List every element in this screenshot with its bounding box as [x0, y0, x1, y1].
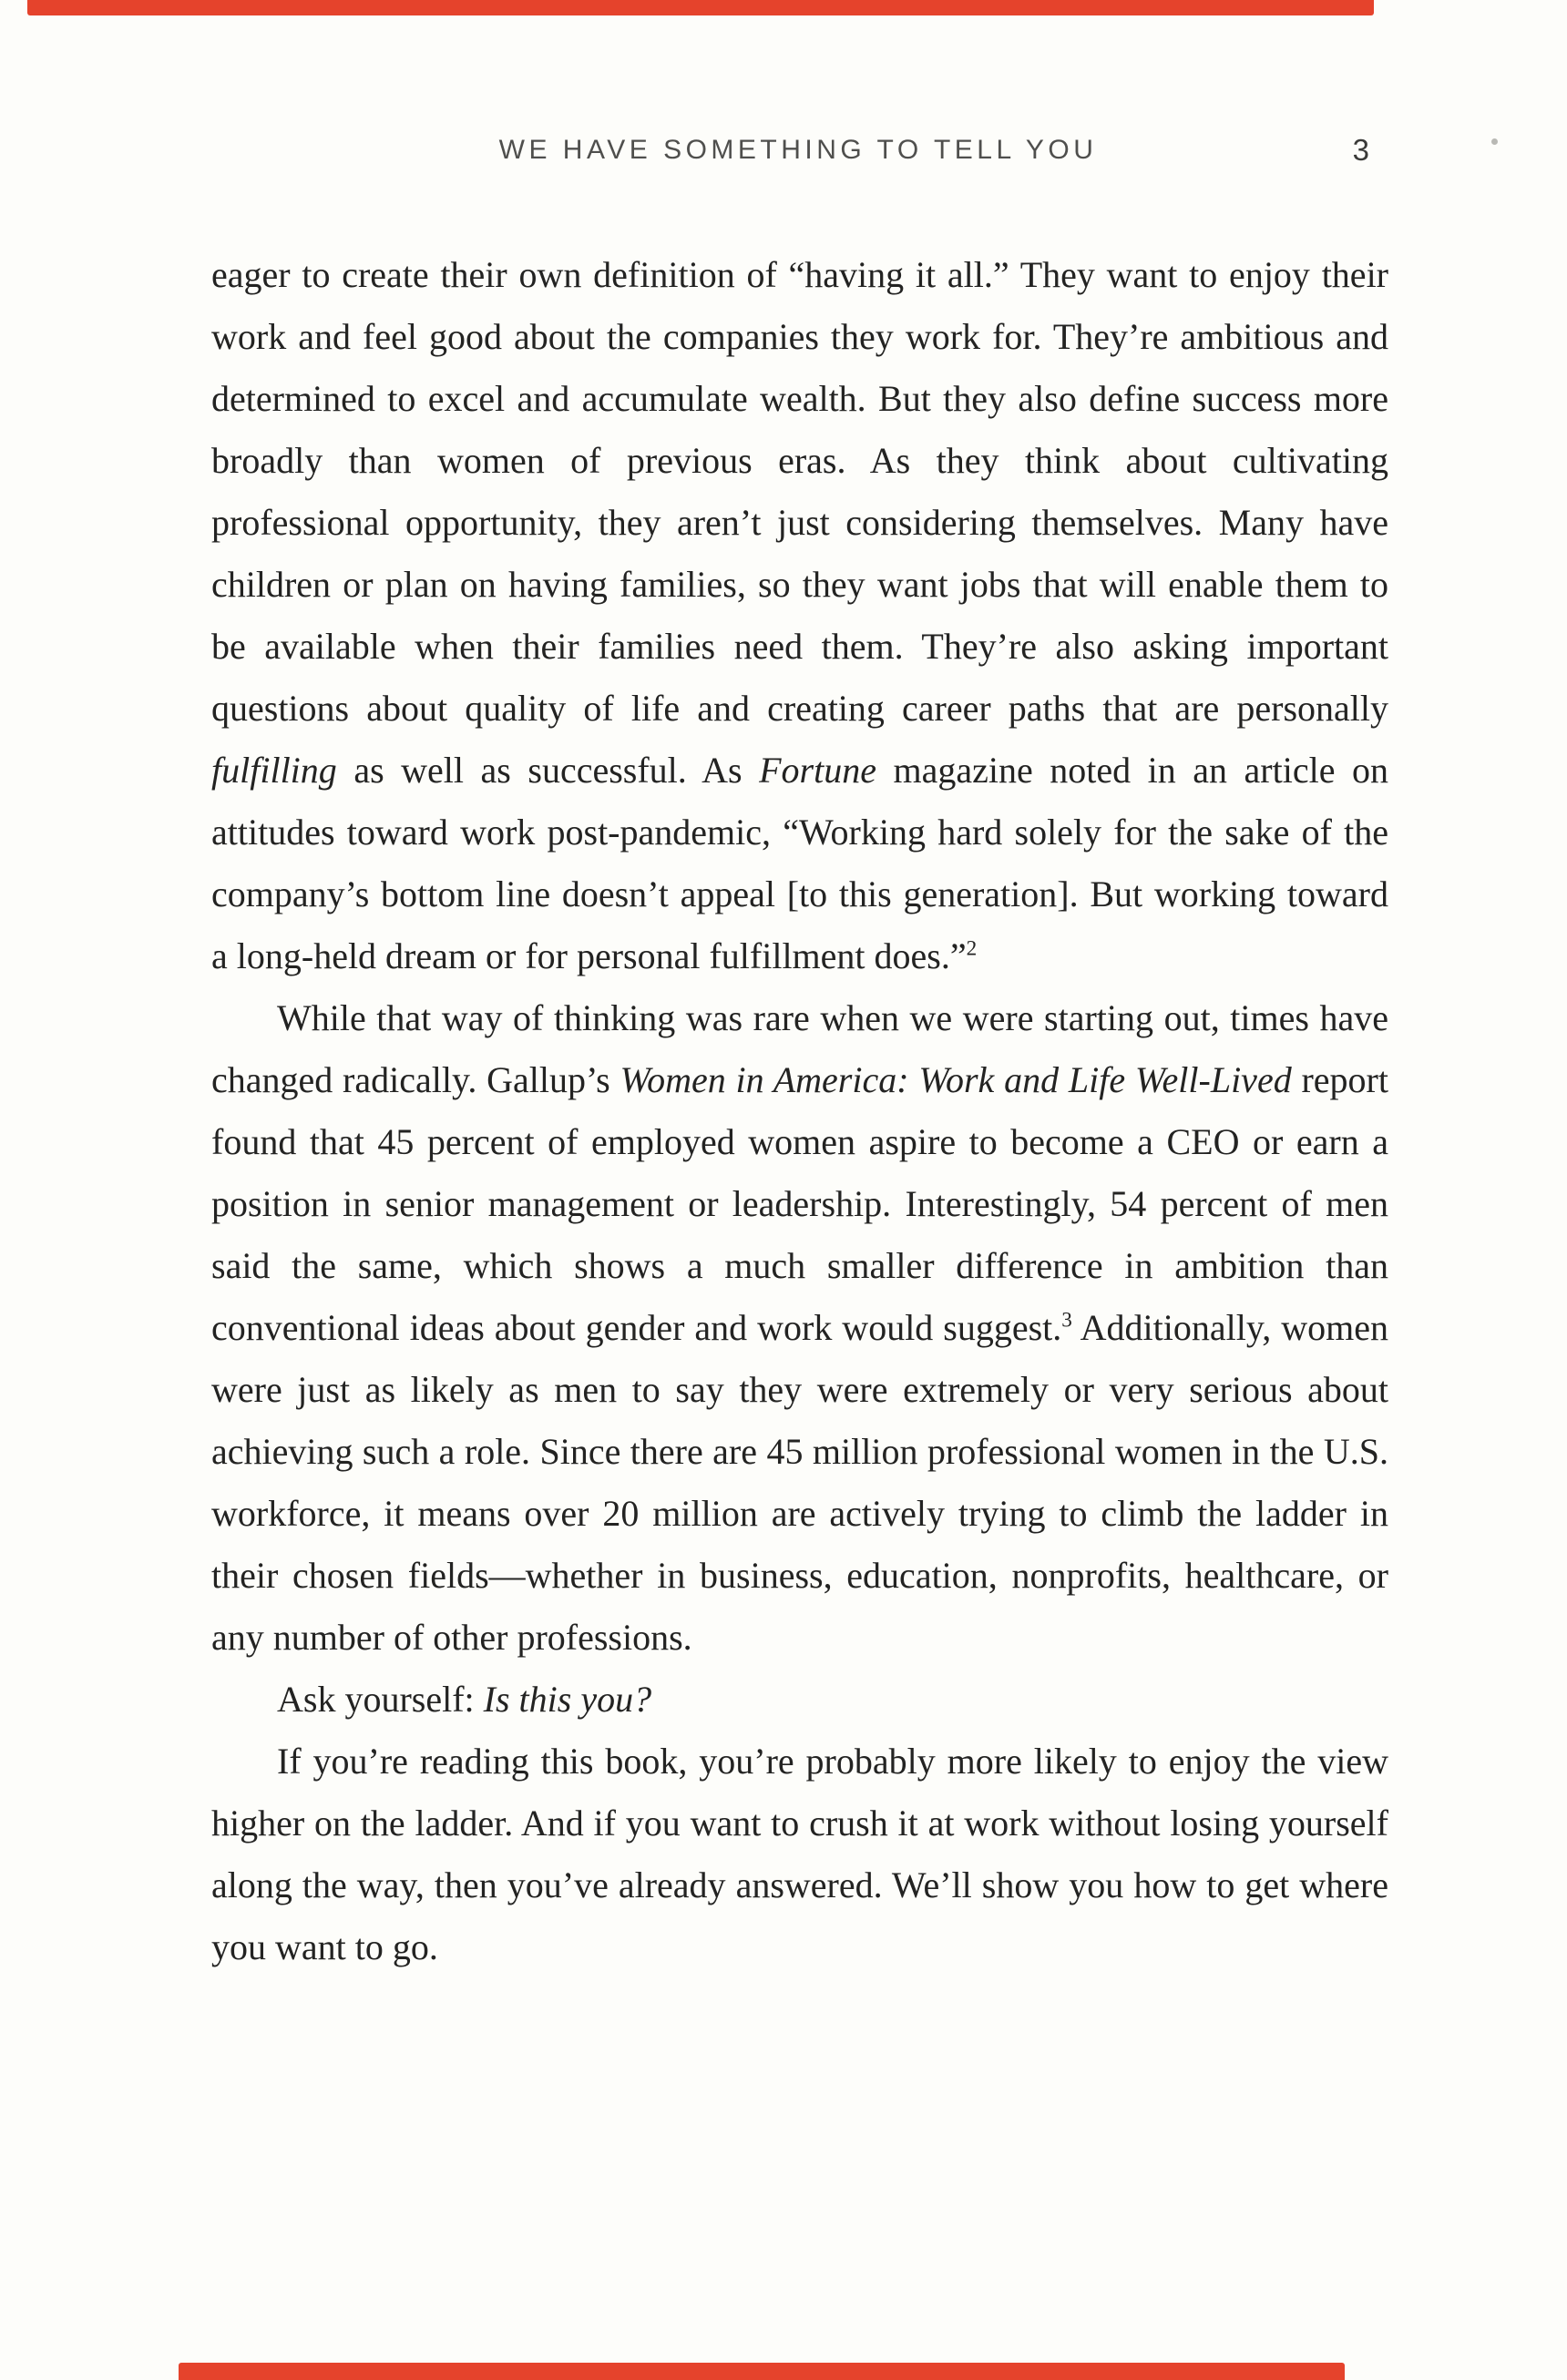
paragraph — [211, 1731, 1388, 1978]
paragraph — [211, 244, 1388, 987]
running-title: WE HAVE SOMETHING TO TELL YOU — [498, 135, 1098, 165]
italic-text-run: fulfilling — [211, 750, 337, 791]
italic-text-run: Is this you? — [483, 1679, 652, 1720]
footnote-reference: 3 — [1061, 1308, 1072, 1333]
text-run: eager to create their own definition of “having it all.” They want to enjoy their work and feel good about the companies they work for. They’re ambitious and determined to excel and accumulate wealth. But they also define success more broadly than women of previous eras. As they think about cultivating professional opportunity, they aren’t just considering themselves. Many have children or plan on having families, so they want jobs that will enable them to be available when their families need them. They’re also asking important questions about quality of life and creating career paths that are personally — [211, 254, 1388, 729]
text-run: Additionally, women were just as likely as men to say they were extremely or very serious about achieving such a role. Since there are 45 million professional women in the U.S. workforce, it means over 20 million are actively trying to climb the ladder in their chosen fields—whether in business, education, nonprofits, healthcare, or any number of other professions. — [211, 1307, 1389, 1658]
page-number: 3 — [1352, 133, 1370, 167]
book-cover-edge-bottom — [179, 2363, 1345, 2380]
running-header — [211, 135, 1385, 175]
italic-text-run: Women in America: Work and Life Well-Lived — [620, 1059, 1292, 1100]
paragraph — [211, 1669, 1388, 1731]
text-run: While that way of thinking was rare when we were starting out, times have changed radically. Gallup’s — [211, 997, 1388, 1100]
italic-text-run: Fortune — [759, 750, 876, 791]
body-text — [211, 244, 1388, 1978]
footnote-reference: 2 — [966, 936, 978, 961]
text-run: as well as successful. As — [336, 750, 760, 791]
text-run: magazine noted in an article on attitudes toward work post-pandemic, “Working hard solely for the sake of the company’s bottom line doesn’t appeal [to this generation]. But working toward a long-held dream or for personal fulfillment does.” — [211, 750, 1388, 976]
scan-artifact-dot — [1491, 138, 1498, 145]
text-run: report found that 45 percent of employed women aspire to become a CEO or earn a position in senior management or leadership. Interestingly, 54 percent of men said the same, which shows a much smaller difference in ambition than conventional ideas about gender and work would suggest. — [211, 1059, 1388, 1348]
text-run: If you’re reading this book, you’re probably more likely to enjoy the view higher on the ladder. And if you want to crush it at work without losing yourself along the way, then you’ve already answered. We’ll show you how to get where you want to go. — [211, 1741, 1388, 1967]
text-run: Ask yourself: — [277, 1679, 484, 1720]
book-cover-edge-top — [27, 0, 1374, 15]
paragraph — [211, 987, 1388, 1669]
